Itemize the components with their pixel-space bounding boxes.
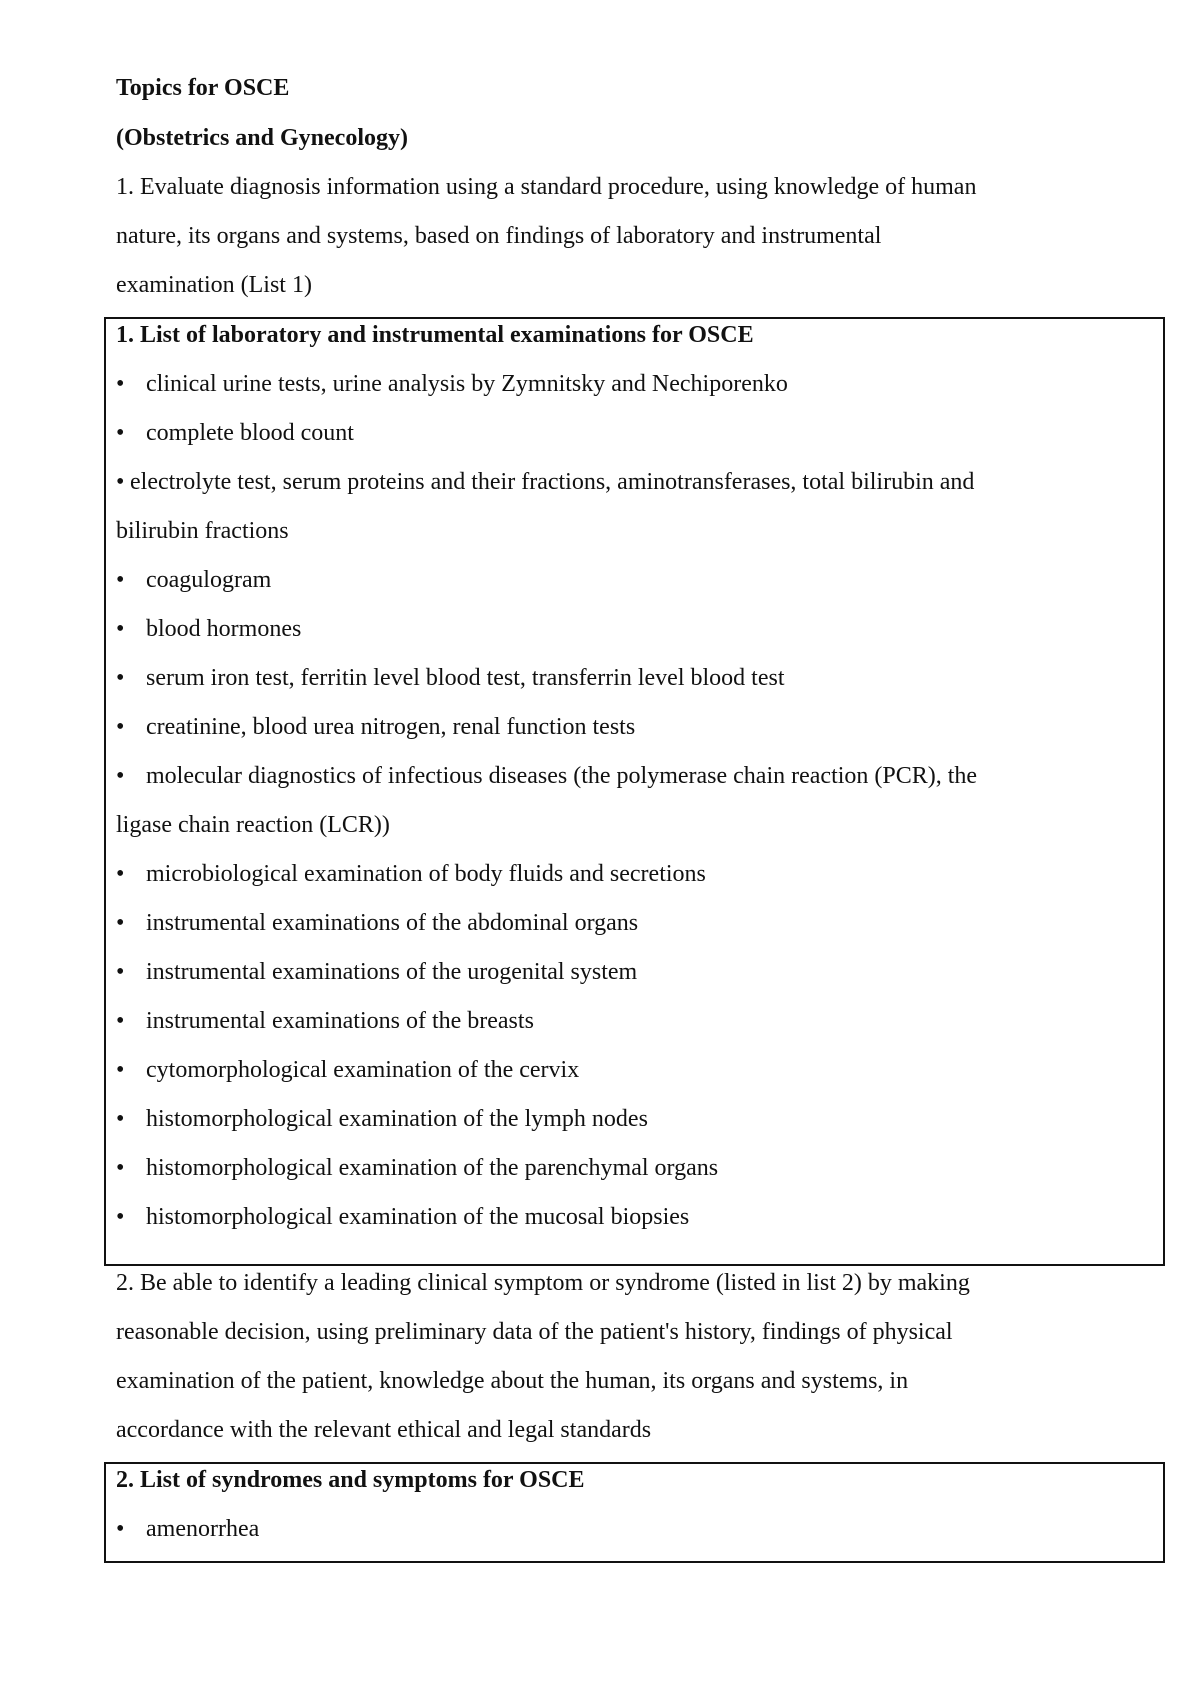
list-item	[116, 761, 977, 791]
list-item-text: instrumental examinations of the breasts	[146, 1008, 534, 1034]
list-item-text: complete blood count	[146, 420, 354, 446]
bullet: •	[116, 861, 125, 887]
list-item-text: electrolyte test, serum proteins and their fractions, aminotransferases, total bilirubin and	[130, 469, 975, 495]
bullet: •	[116, 910, 125, 936]
bullet: •	[116, 420, 125, 446]
bullet: •	[116, 763, 125, 789]
list-item-text: instrumental examinations of the urogenital system	[146, 959, 638, 985]
list-item	[116, 859, 706, 889]
list-item-text: molecular diagnostics of infectious diseases (the polymerase chain reaction (PCR), the	[146, 763, 978, 789]
list-item-text: amenorrhea	[146, 1516, 260, 1542]
list-item-text: histomorphological examination of the parenchymal organs	[146, 1155, 719, 1181]
bullet: •	[116, 959, 125, 985]
list-item-text: instrumental examinations of the abdominal organs	[146, 910, 639, 936]
list-item	[116, 565, 271, 595]
list-item	[116, 908, 638, 938]
list-item	[116, 1055, 579, 1085]
paragraph-1-line: nature, its organs and systems, based on findings of laboratory and instrumental	[116, 223, 882, 249]
list-item-continuation: ligase chain reaction (LCR))	[116, 812, 390, 838]
paragraph-2-line: 2. Be able to identify a leading clinical symptom or syndrome (listed in list 2) by making	[116, 1270, 970, 1296]
list-item-text: coagulogram	[146, 567, 272, 593]
bullet: •	[116, 616, 125, 642]
list-item	[116, 957, 637, 987]
list-item	[116, 1514, 259, 1544]
document-title: Topics for OSCE	[116, 75, 290, 101]
paragraph-2-line: accordance with the relevant ethical and legal standards	[116, 1417, 652, 1443]
bullet: •	[116, 469, 125, 495]
bullet: •	[116, 1204, 125, 1230]
bullet: •	[116, 665, 125, 691]
paragraph-1-line: 1. Evaluate diagnosis information using a standard procedure, using knowledge of human	[116, 174, 977, 200]
list-item	[116, 1153, 718, 1183]
bullet: •	[116, 567, 125, 593]
list-item-text: histomorphological examination of the lymph nodes	[146, 1106, 648, 1132]
list-item	[116, 1202, 689, 1232]
list-item-text: histomorphological examination of the mucosal biopsies	[146, 1204, 690, 1230]
bullet: •	[116, 714, 125, 740]
list-item-text: cytomorphological examination of the cervix	[146, 1057, 580, 1083]
paragraph-1-line: examination (List 1)	[116, 272, 312, 298]
paragraph-2-line: reasonable decision, using preliminary data of the patient's history, findings of physical	[116, 1319, 953, 1345]
bullet: •	[116, 1106, 125, 1132]
list-item	[116, 418, 354, 448]
bullet: •	[116, 1057, 125, 1083]
list-2-heading: 2. List of syndromes and symptoms for OSCE	[116, 1467, 585, 1493]
paragraph-2-line: examination of the patient, knowledge about the human, its organs and systems, in	[116, 1368, 909, 1394]
list-item	[116, 1104, 648, 1134]
list-item-text: creatinine, blood urea nitrogen, renal function tests	[146, 714, 636, 740]
document-subtitle: (Obstetrics and Gynecology)	[116, 125, 408, 151]
bullet: •	[116, 371, 125, 397]
list-item	[116, 467, 974, 497]
bullet: •	[116, 1516, 125, 1542]
list-1-heading: 1. List of laboratory and instrumental examinations for OSCE	[116, 322, 754, 348]
bullet: •	[116, 1008, 125, 1034]
list-item-text: blood hormones	[146, 616, 302, 642]
list-item-text: serum iron test, ferritin level blood test, transferrin level blood test	[146, 665, 785, 691]
list-item-continuation: bilirubin fractions	[116, 518, 289, 544]
list-item-text: clinical urine tests, urine analysis by Zymnitsky and Nechiporenko	[146, 371, 788, 397]
list-item	[116, 663, 785, 693]
list-item	[116, 369, 788, 399]
bullet: •	[116, 1155, 125, 1181]
list-item	[116, 712, 635, 742]
list-item	[116, 1006, 534, 1036]
list-item	[116, 614, 301, 644]
list-item-text: microbiological examination of body fluids and secretions	[146, 861, 706, 887]
